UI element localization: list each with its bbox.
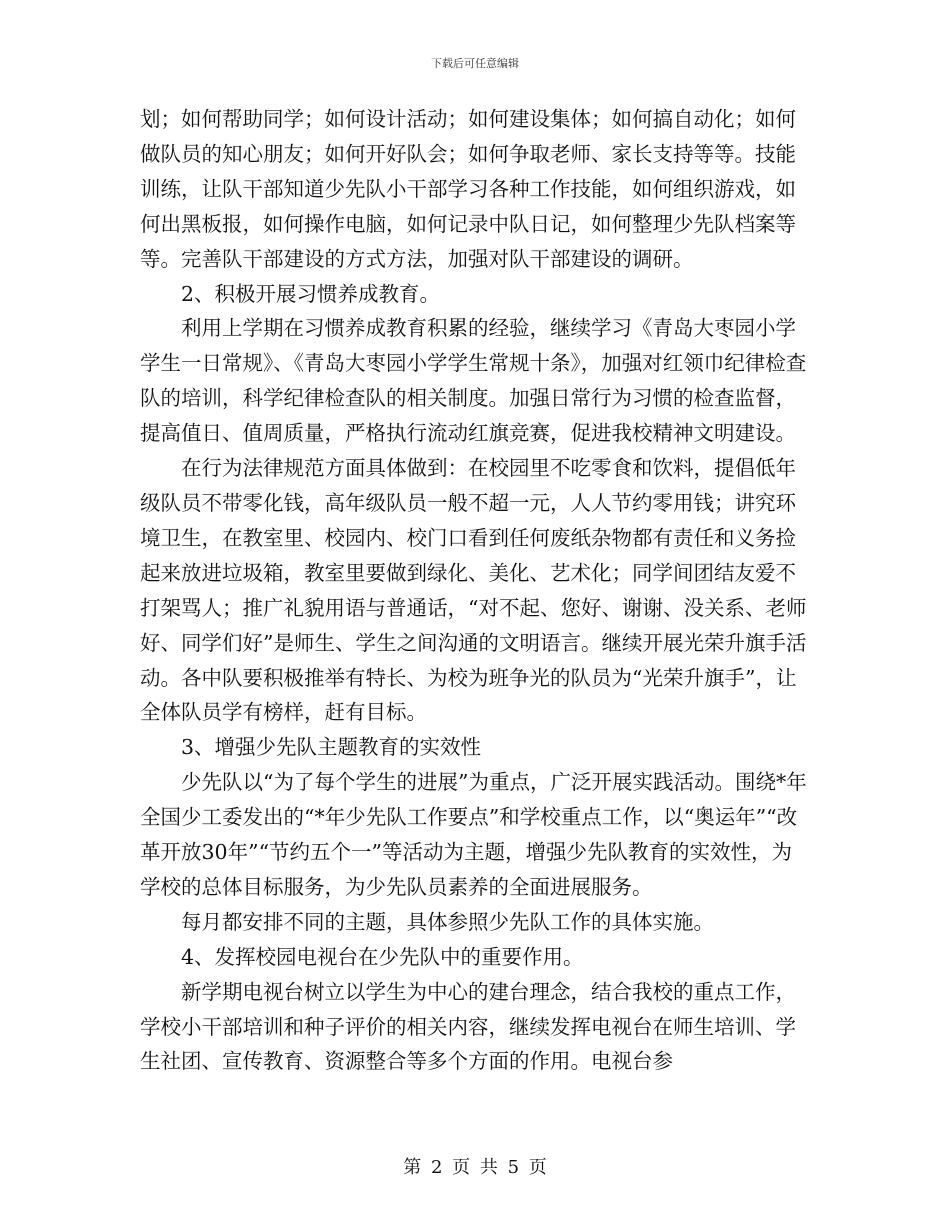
- paragraph-monthly-themes: 每月都安排不同的主题，具体参照少先队工作的具体实施。: [181, 909, 714, 934]
- body-text: [140, 102, 812, 1079]
- paragraph-theme-education: 少先队以“为了每个学生的进展”为重点，广泛开展实践活动。围绕*年全国少工委发出的“*年少先队工作要点”和学校重点工作，以“奥运年”“改革开放30年”“节约五个一”等活动为主题，增强少先队教育的实效性，为学校的总体目标服务，为少先队员素养的全面进展服务。: [140, 770, 807, 899]
- paragraph-behavior-norms: 在行为法律规范方面具体做到：在校园里不吃零食和饮料，提倡低年级队员不带零化钱，高年级队员一般不超一元，人人节约零用钱；讲究环境卫生，在教室里、校园内、校门口看到任何废纸杂物都有责任和义务捡起来放进垃圾箱，教室里要做到绿化、美化、艺术化；同学间团结友爱不打架骂人；推广礼貌用语与普通话，“对不起、您好、谢谢、没关系、老师好、同学们好”是师生、学生之间沟通的文明语言。继续开展光荣升旗手活动。各中队要积极推举有特长、为校为班争光的队员为“光荣升旗手”，让全体队员学有榜样，赶有目标。: [140, 456, 807, 725]
- page-header: 下载后可任意编辑: [431, 57, 519, 70]
- section-heading-habits: 2、积极开展习惯养成教育。: [181, 281, 441, 306]
- paragraph-training-continued: 划；如何帮助同学；如何设计活动；如何建设集体；如何搞自动化；如何做队员的知心朋友；如何开好队会；如何争取老师、家长支持等等。技能训练，让队干部知道少先队小干部学习各种工作技能，如何组织游戏，如何出黑板报，如何操作电脑，如何记录中队日记，如何整理少先队档案等等。完善队干部建设的方式方法，加强对队干部建设的调研。: [140, 107, 796, 271]
- section-heading-theme-education: 3、增强少先队主题教育的实效性: [181, 735, 482, 760]
- section-heading-tv-station: 4、发挥校园电视台在少先队中的重要作用。: [181, 944, 584, 969]
- paragraph-tv-station: 新学期电视台树立以学生为中心的建台理念，结合我校的重点工作，学校小干部培训和种子评价的相关内容，继续发挥电视台在师生培训、学生社团、宣传教育、资源整合等多个方面的作用。电视台参: [140, 979, 796, 1074]
- paragraph-habits: 利用上学期在习惯养成教育积累的经验，继续学习《青岛大枣园小学学生一日常规》、《青岛大枣园小学学生常规十条》，加强对红领巾纪律检查队的培训，科学纪律检查队的相关制度。加强日常行为习惯的检查监督，提高值日、值周质量，严格执行流动红旗竞赛，促进我校精神文明建设。: [140, 316, 807, 446]
- page-number-footer: 第 2 页 共 5 页: [403, 1157, 547, 1178]
